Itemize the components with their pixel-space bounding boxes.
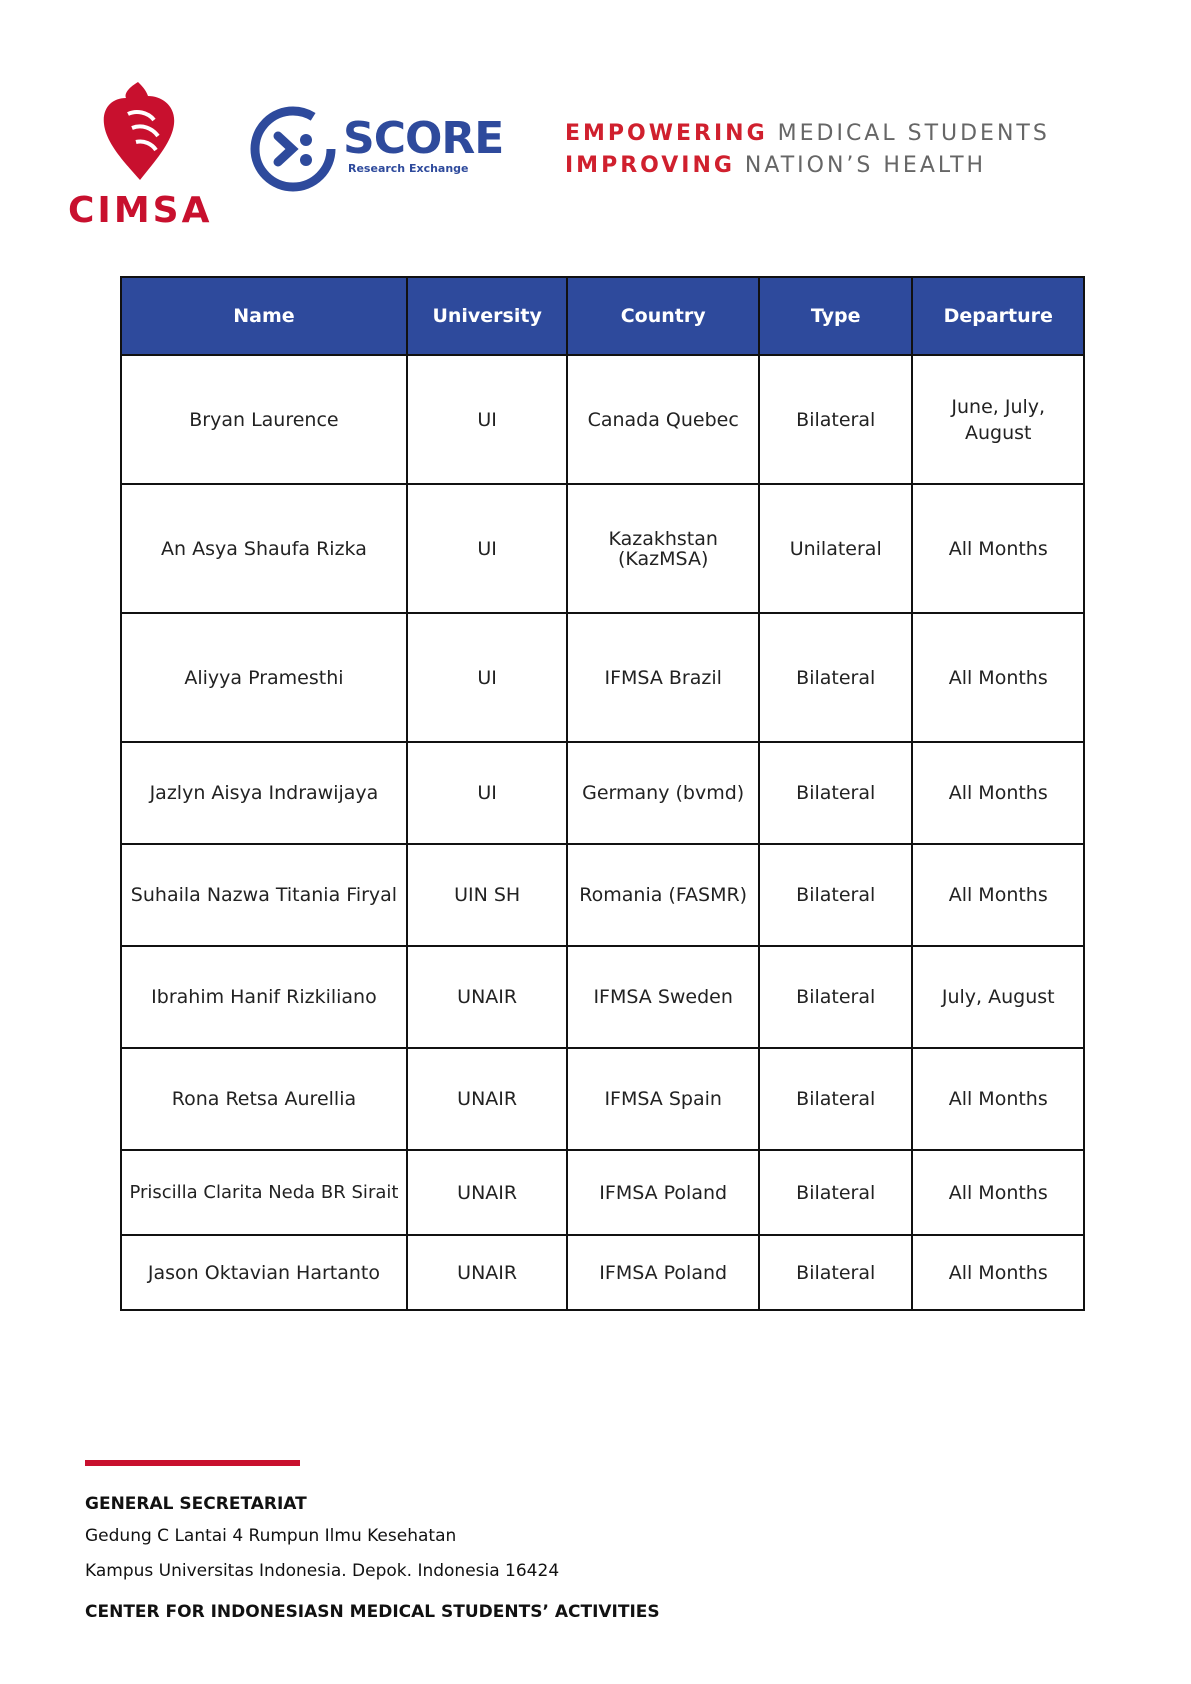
cell-departure: All Months [912, 484, 1084, 613]
cell-name: Aliyya Pramesthi [121, 613, 407, 742]
cell-departure: June, July, August [912, 355, 1084, 484]
cell-university: UNAIR [407, 1048, 568, 1150]
cell-type: Bilateral [759, 355, 912, 484]
cell-type: Bilateral [759, 946, 912, 1048]
table-row [121, 1150, 1084, 1235]
table-row [121, 1048, 1084, 1150]
cell-name: Ibrahim Hanif Rizkiliano [121, 946, 407, 1048]
cell-type: Bilateral [759, 613, 912, 742]
table-header-row [121, 277, 1084, 355]
cell-country: Canada Quebec [567, 355, 759, 484]
tagline-rest-2: NATION’S HEALTH [734, 153, 987, 178]
tagline-rest-1: MEDICAL STUDENTS [767, 121, 1050, 146]
cell-departure: All Months [912, 613, 1084, 742]
table-row [121, 844, 1084, 946]
cell-country: IFMSA Poland [567, 1150, 759, 1235]
table-row [121, 946, 1084, 1048]
cell-departure: All Months [912, 1235, 1084, 1310]
cell-country: IFMSA Spain [567, 1048, 759, 1150]
cell-departure: All Months [912, 1048, 1084, 1150]
cimsa-logo [68, 80, 213, 231]
table-row [121, 355, 1084, 484]
cell-name: Jason Oktavian Hartanto [121, 1235, 407, 1310]
cimsa-logo-text: CIMSA [68, 190, 213, 231]
cell-university: UI [407, 742, 568, 844]
cell-name: Rona Retsa Aurellia [121, 1048, 407, 1150]
cell-departure: July, August [912, 946, 1084, 1048]
cell-country: IFMSA Poland [567, 1235, 759, 1310]
cell-country: IFMSA Sweden [567, 946, 759, 1048]
cell-name: Suhaila Nazwa Titania Firyal [121, 844, 407, 946]
footer-address-line-2: Kampus Universitas Indonesia. Depok. Indonesia 16424 [85, 1561, 560, 1581]
tagline-highlight-2: IMPROVING [565, 153, 735, 178]
header-type: Type [759, 277, 912, 355]
cell-university: UIN SH [407, 844, 568, 946]
cell-country: Germany (bvmd) [567, 742, 759, 844]
cell-type: Bilateral [759, 844, 912, 946]
cell-university: UNAIR [407, 946, 568, 1048]
cell-type: Bilateral [759, 1048, 912, 1150]
score-exchange-icon [248, 104, 338, 194]
footer-secretariat-title: GENERAL SECRETARIAT [85, 1494, 307, 1514]
tagline-highlight-1: EMPOWERING [565, 121, 768, 146]
cell-university: UI [407, 355, 568, 484]
cell-university: UNAIR [407, 1235, 568, 1310]
score-logo-title: SCORE [343, 113, 504, 164]
table-row [121, 613, 1084, 742]
score-logo [248, 104, 508, 196]
header-country: Country [567, 277, 759, 355]
cell-country: IFMSA Brazil [567, 613, 759, 742]
cell-country: Romania (FASMR) [567, 844, 759, 946]
cell-type: Bilateral [759, 1235, 912, 1310]
tagline-line-1 [565, 118, 1050, 150]
cell-university: UI [407, 613, 568, 742]
cell-departure: All Months [912, 742, 1084, 844]
cell-type: Unilateral [759, 484, 912, 613]
cell-university: UI [407, 484, 568, 613]
footer-divider [85, 1460, 300, 1466]
cell-name: Priscilla Clarita Neda BR Sirait [121, 1150, 407, 1235]
header-departure: Departure [912, 277, 1084, 355]
cell-departure: All Months [912, 1150, 1084, 1235]
table-row [121, 742, 1084, 844]
table-row [121, 484, 1084, 613]
cell-name: Jazlyn Aisya Indrawijaya [121, 742, 407, 844]
header-university: University [407, 277, 568, 355]
cell-name: Bryan Laurence [121, 355, 407, 484]
exchange-table [120, 276, 1085, 1311]
cimsa-bird-icon [98, 80, 178, 190]
cell-country: Kazakhstan (KazMSA) [567, 484, 759, 613]
cell-type: Bilateral [759, 742, 912, 844]
header-name: Name [121, 277, 407, 355]
table-row [121, 1235, 1084, 1310]
footer-address-line-1: Gedung C Lantai 4 Rumpun Ilmu Kesehatan [85, 1526, 457, 1546]
cell-name: An Asya Shaufa Rizka [121, 484, 407, 613]
cell-departure: All Months [912, 844, 1084, 946]
cell-type: Bilateral [759, 1150, 912, 1235]
tagline-line-2 [565, 150, 1025, 182]
footer-org-name: CENTER FOR INDONESIASN MEDICAL STUDENTS’ ACTIVITIES [85, 1602, 660, 1622]
score-logo-subtitle: Research Exchange [348, 162, 469, 175]
tagline [565, 118, 1050, 182]
cell-university: UNAIR [407, 1150, 568, 1235]
